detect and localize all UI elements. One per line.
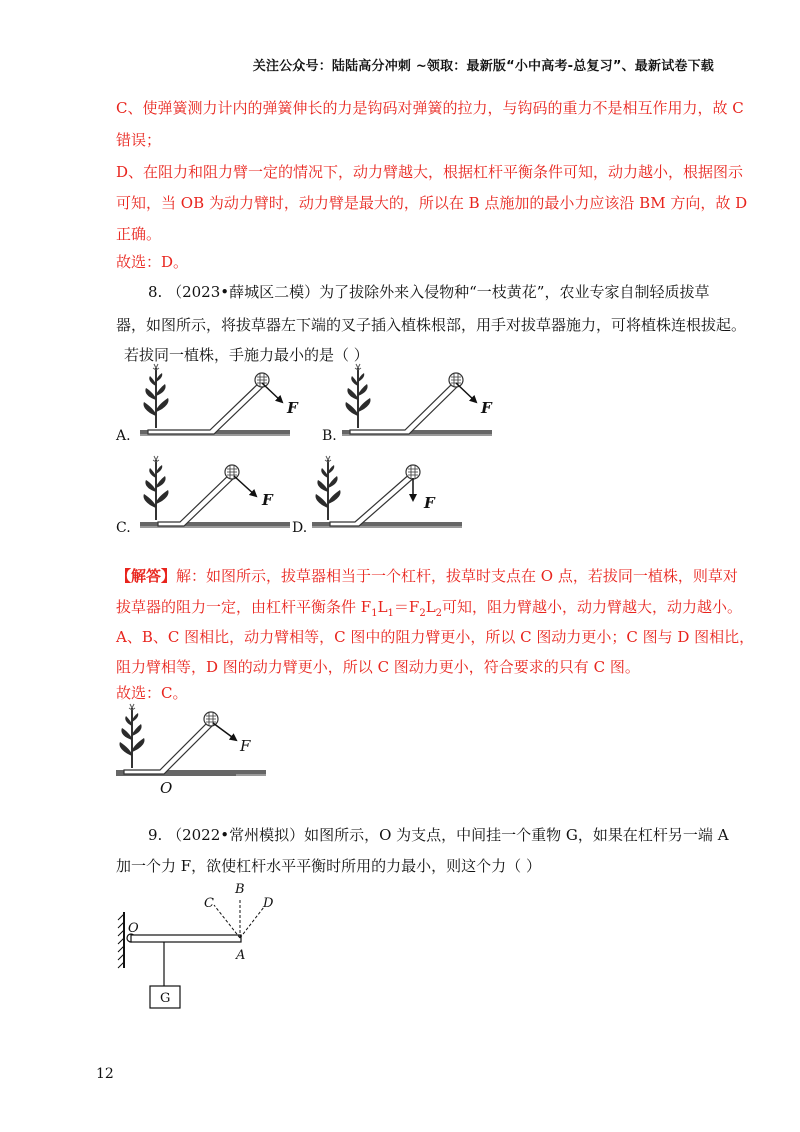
q8-line3: 若拔同一植株，手施力最小的是（ ）: [124, 346, 369, 364]
sub-2b: 2: [435, 608, 443, 619]
q9-d-label: D: [263, 896, 274, 911]
q9-b-label: B: [235, 882, 245, 897]
solution8-line2-pre: 拔草器的阻力一定，由杠杆平衡条件 F: [116, 598, 372, 616]
figure-option-d: [312, 456, 462, 528]
solution-tag: 【解答】: [116, 567, 177, 585]
option-c-force-label: F: [262, 491, 273, 509]
option-d-label: D.: [292, 520, 308, 536]
figure-option-c: [140, 456, 290, 528]
q8-line2: 器，如图所示，将拔草器左下端的叉子插入植株根部，用手对拔草器施力，可将植株连根拔起。: [116, 316, 747, 334]
analysis-c-line2: 错误；: [116, 131, 162, 149]
analysis-c-line1: C、使弹簧测力计内的弹簧伸长的力是钩码对弹簧的拉力，与钩码的重力不是相互作用力，故 C: [116, 99, 744, 117]
option-d-force-label: F: [424, 494, 435, 512]
option-b-label: B.: [322, 428, 337, 444]
sub-1b: 1: [387, 608, 394, 619]
q9-line2: 加一个力 F，欲使杠杆水平平衡时所用的力最小，则这个力（ ）: [116, 857, 541, 875]
page-number: 12: [96, 1066, 114, 1082]
sub-1a: 1: [371, 608, 378, 619]
solution8-line2-l1: L: [377, 598, 388, 616]
analysis-d-line1: D、在阻力和阻力臂一定的情况下，动力臂越大，根据杠杆平衡条件可知，动力越小，根据图示: [116, 163, 744, 181]
solution8-line1-text: 解：如图所示，拔草器相当于一个杠杆，拔草时支点在 O 点，若拔同一植株，则草对: [176, 567, 738, 585]
solution8-line2-eq: ＝F: [393, 598, 420, 616]
q8-line1: 8. （2023•薛城区二模）为了拔除外来入侵物种“一枝黄花”，农业专家自制轻质拔草: [148, 283, 710, 301]
analysis-d-line3: 正确。: [116, 225, 162, 243]
q9-o-label: O: [128, 921, 139, 936]
solution-force-label: F: [240, 737, 251, 755]
page-header: 关注公众号：陆陆高分冲刺 ~领取：最新版“小中高考-总复习”、最新试卷下载: [252, 59, 714, 74]
option-a-label: A.: [116, 428, 131, 444]
figure-q9: [118, 882, 274, 1008]
option-c-label: C.: [116, 520, 131, 536]
q9-a-label: A: [236, 948, 246, 963]
q9-line1: 9. （2022•常州模拟）如图所示，O 为支点，中间挂一个重物 G，如果在杠杆另一端 A: [148, 826, 729, 844]
q9-g-label: G: [160, 991, 171, 1006]
figure-option-a: [140, 364, 299, 436]
sub-2a: 2: [419, 608, 426, 619]
analysis-answer: 故选：D。: [116, 253, 189, 271]
solution8-line1: [116, 566, 738, 586]
option-b-force-label: F: [481, 399, 492, 417]
solution8-line4: 阻力臂相等，D 图的动力臂更小，所以 C 图动力更小，符合要求的只有 C 图。: [116, 658, 640, 676]
figure-option-b: [342, 364, 493, 436]
solution8-line3: A、B、C 图相比，动力臂相等，C 图中的阻力臂更小，所以 C 图动力更小；C 图与 D 图相比，: [116, 628, 755, 646]
solution8-line2: [116, 597, 742, 624]
solution-pivot-label: O: [160, 779, 173, 797]
solution8-line2-post: 可知，阻力臂越小，动力臂越大，动力越小。: [442, 598, 743, 616]
solution8-answer: 故选：C。: [116, 684, 188, 702]
analysis-d-line2: 可知，当 OB 为动力臂时，动力臂是最大的，所以在 B 点施加的最小力应该沿 BM 方向，故 D: [116, 194, 748, 212]
figure-solution: [116, 704, 266, 797]
option-a-force-label: F: [287, 399, 298, 417]
q9-c-label: C: [204, 896, 214, 911]
solution8-line2-l2: L: [425, 598, 436, 616]
